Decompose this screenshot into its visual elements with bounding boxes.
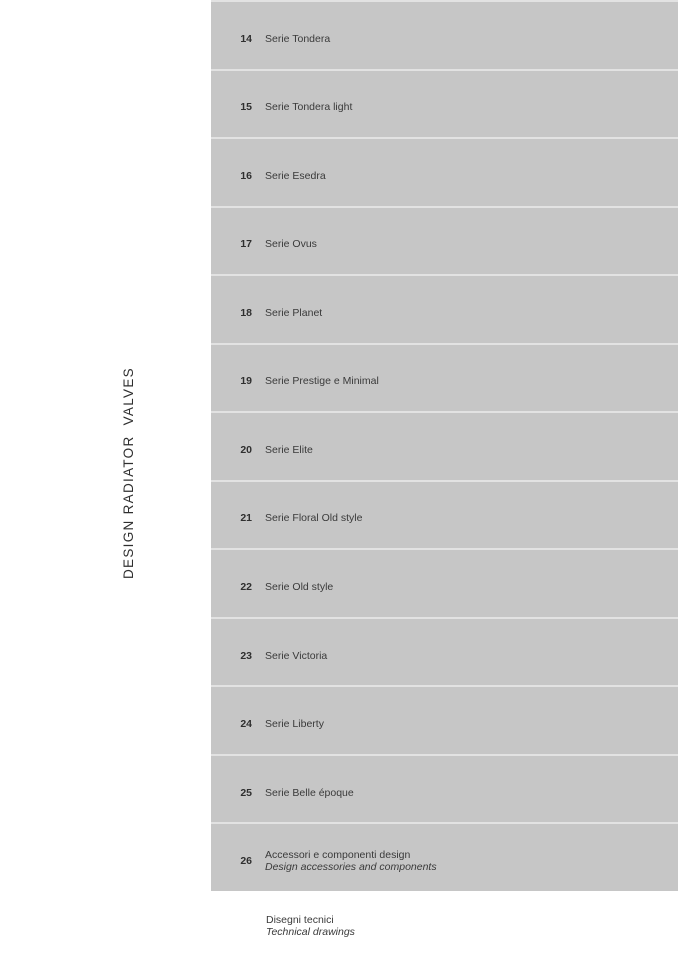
toc-labels [265, 787, 354, 799]
toc-page-number: 14 [240, 32, 252, 45]
toc-page-number: 25 [240, 786, 252, 799]
toc-label: Serie Victoria [265, 649, 328, 662]
toc-row[interactable] [211, 617, 678, 686]
toc-labels [265, 375, 379, 387]
toc-label: Serie Esedra [265, 169, 326, 182]
footer-caption [266, 914, 355, 938]
toc-label: Serie Tondera [265, 32, 331, 45]
footer-line-english: Technical drawings [266, 926, 355, 938]
toc-labels [265, 444, 313, 456]
footer-line-italian: Disegni tecnici [266, 914, 334, 926]
toc-labels [265, 581, 333, 593]
toc-page-number: 26 [240, 855, 252, 868]
toc-label: Serie Planet [265, 306, 323, 319]
toc-page-number: 19 [240, 375, 252, 388]
toc-labels [265, 718, 324, 730]
toc-page-number: 21 [240, 512, 252, 525]
toc-row[interactable] [211, 206, 678, 275]
toc-row[interactable] [211, 548, 678, 617]
toc-page-number: 24 [240, 718, 252, 731]
toc-page-number: 20 [240, 443, 252, 456]
section-title-vertical: DESIGN RADIATOR VALVES [121, 367, 136, 579]
toc-labels [265, 238, 317, 250]
toc-page-number: 15 [240, 101, 252, 114]
toc-labels [265, 307, 322, 319]
toc-labels [265, 849, 437, 873]
toc-label-en: Design accessories and components [265, 861, 437, 874]
toc-row[interactable] [211, 685, 678, 754]
toc-page-number: 23 [240, 649, 252, 662]
toc-page-number: 16 [240, 169, 252, 182]
toc-labels [265, 33, 330, 45]
toc-row[interactable] [211, 343, 678, 412]
toc-page-number: 18 [240, 306, 252, 319]
toc-row[interactable] [211, 0, 678, 69]
toc-label: Serie Old style [265, 581, 334, 594]
toc-labels [265, 170, 326, 182]
toc-label: Serie Ovus [265, 238, 317, 251]
toc-label: Accessori e componenti design [265, 849, 411, 862]
toc-row[interactable] [211, 411, 678, 480]
toc-page-number: 17 [240, 238, 252, 251]
toc-row[interactable] [211, 754, 678, 823]
toc-label: Serie Tondera light [265, 101, 353, 114]
toc-label: Serie Floral Old style [265, 512, 363, 525]
toc-row[interactable] [211, 69, 678, 138]
toc-labels [265, 650, 327, 662]
toc-row[interactable] [211, 137, 678, 206]
toc-panel [211, 0, 678, 891]
toc-row[interactable] [211, 274, 678, 343]
toc-label: Serie Prestige e Minimal [265, 375, 379, 388]
toc-row[interactable] [211, 822, 678, 891]
toc-label: Serie Liberty [265, 718, 324, 731]
toc-label: Serie Elite [265, 443, 313, 456]
toc-labels [265, 512, 362, 524]
toc-label: Serie Belle époque [265, 786, 354, 799]
toc-page-number: 22 [240, 581, 252, 594]
toc-labels [265, 101, 352, 113]
toc-row[interactable] [211, 480, 678, 549]
